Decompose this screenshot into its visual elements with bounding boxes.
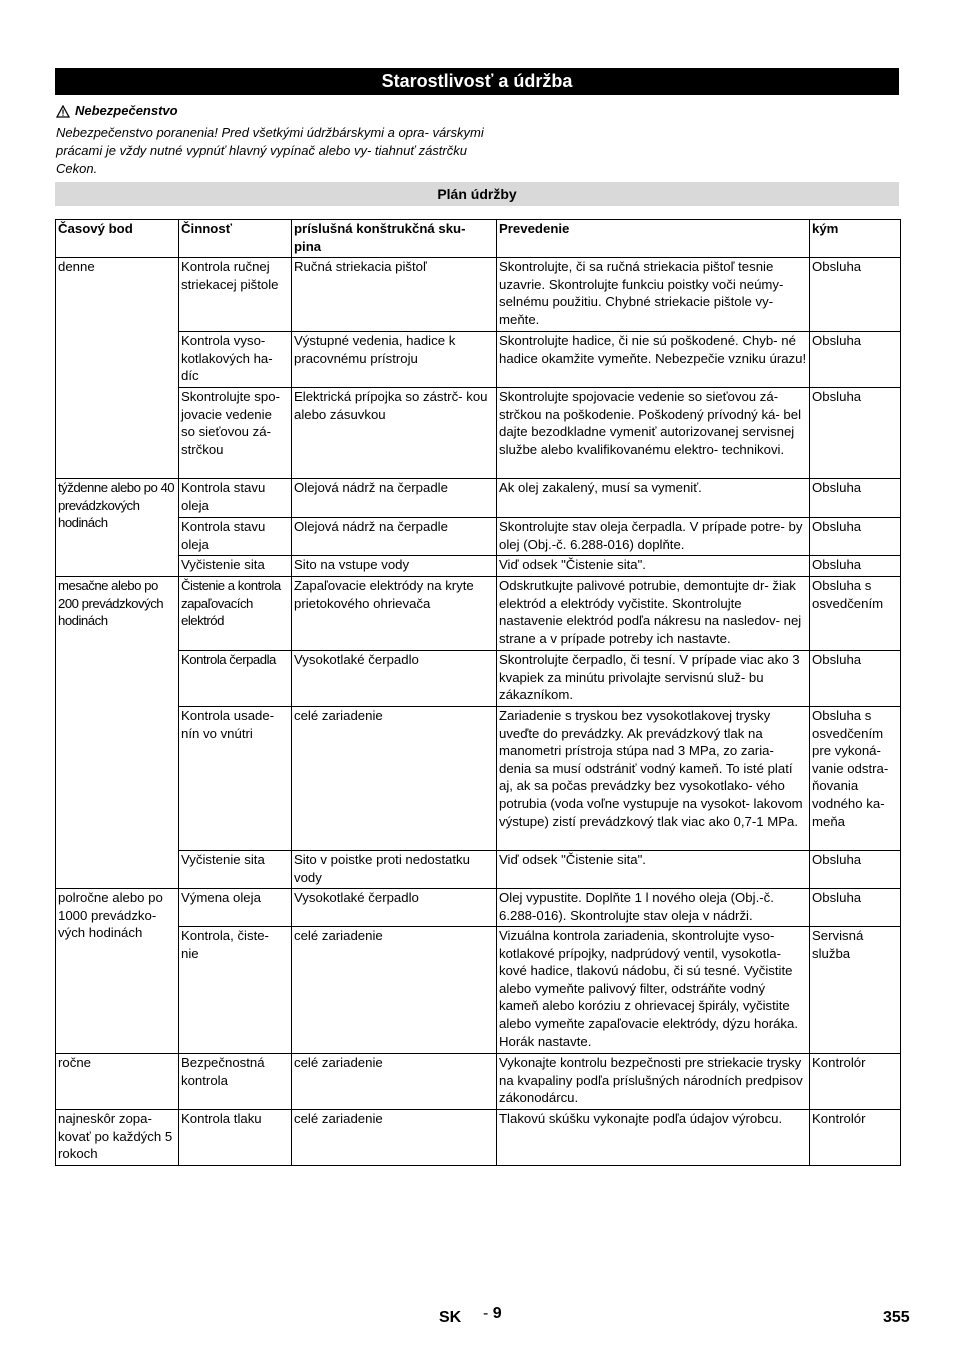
execution-cell: Skontrolujte hadice, či nie sú poškodené. Chyb- né hadice okamžite vymeňte. Nebezpečie vzniku úrazu! <box>497 332 810 388</box>
group-cell: Výstupné vedenia, hadice k pracovnému prístroju <box>292 332 497 388</box>
table-row <box>56 388 901 479</box>
who-cell: Obsluha <box>810 332 901 388</box>
footer-section-page <box>483 1305 502 1323</box>
danger-text: Nebezpečenstvo poranenia! Pred všetkými údržbárskymi a opra- várskymi prácami je vždy nutné vypnúť hlavný vypínač alebo vy- tiahnuť zástrčku Cekon. <box>56 125 484 176</box>
group-cell: Olejová nádrž na čerpadle <box>292 479 497 518</box>
execution-cell: Tlakovú skúšku vykonajte podľa údajov výrobcu. <box>497 1110 810 1166</box>
who-cell: Obsluha <box>810 651 901 707</box>
table-row <box>56 927 901 1054</box>
execution-cell: Olej vypustite. Doplňte 1 l nového oleja (Obj.-č. 6.288-016). Skontrolujte stav oleja v nádrži. <box>497 889 810 927</box>
who-cell: Obsluha <box>810 556 901 577</box>
activity-cell: Vyčistenie sita <box>179 851 292 889</box>
table-row <box>56 479 901 518</box>
page-title: Starostlivosť a údržba <box>55 68 899 95</box>
table-row <box>56 651 901 707</box>
who-cell: Obsluha <box>810 388 901 479</box>
execution-cell: Viď odsek "Čistenie sita". <box>497 851 810 889</box>
who-cell: Obsluha <box>810 889 901 927</box>
table-row <box>56 332 901 388</box>
group-cell: celé zariadenie <box>292 1110 497 1166</box>
group-cell: celé zariadenie <box>292 1054 497 1110</box>
execution-cell: Zariadenie s tryskou bez vysokotlakovej trysky uveďte do prevádzky. Ak prevádzkový tlak na manometri prístroja stúpa nad 3 MPa, zo zaria- denia sa musí odstrániť vodný kameň. To isté platí aj, ak sa počas prevádzky bez vysokotlako- vého potrubia (voda voľne vystupuje na vysokot- lakovom výstupe) zistí prevádzkový tlak viac ako 0,7-1 MPa. <box>497 707 810 851</box>
execution-cell: Skontrolujte, či sa ručná striekacia pištoľ tesnie uzavrie. Skontrolujte funkciu poistky voči neúmy- selnému použitiu. Chybné striekacie pištole vy- meňte. <box>497 258 810 332</box>
activity-cell: Bezpečnostná kontrola <box>179 1054 292 1110</box>
time-cell: najneskôr zopa- kovať po každých 5 rokoch <box>56 1110 179 1166</box>
activity-cell: Vyčistenie sita <box>179 556 292 577</box>
activity-cell: Kontrola stavu oleja <box>179 479 292 518</box>
column-header: kým <box>810 220 901 258</box>
group-cell: Vysokotlaké čerpadlo <box>292 889 497 927</box>
who-cell: Kontrolór <box>810 1110 901 1166</box>
who-cell: Obsluha s osvedčením pre vykoná- vanie odstra- ňovania vodného ka- meňa <box>810 707 901 851</box>
table-row <box>56 707 901 851</box>
group-cell: Sito v poistke proti nedostatku vody <box>292 851 497 889</box>
group-cell: Vysokotlaké čerpadlo <box>292 651 497 707</box>
activity-cell: Kontrola tlaku <box>179 1110 292 1166</box>
execution-cell: Skontrolujte čerpadlo, či tesní. V prípade viac ako 3 kvapiek za minútu privolajte servisnú služ- bu zákazníkom. <box>497 651 810 707</box>
danger-heading: Nebezpečenstvo <box>75 103 178 118</box>
who-cell: Obsluha <box>810 479 901 518</box>
footer-page-prefix: - <box>483 1305 493 1322</box>
column-header: Činnosť <box>179 220 292 258</box>
execution-cell: Viď odsek "Čistenie sita". <box>497 556 810 577</box>
execution-cell: Skontrolujte spojovacie vedenie so sieťovou zá- strčkou na poškodenie. Poškodený prívodný ká- bel dajte bezodkladne vymeniť autorizovanej servisnej službe alebo kvalifikovanému elektro- technikovi. <box>497 388 810 479</box>
table-row <box>56 518 901 556</box>
execution-cell: Ak olej zakalený, musí sa vymeniť. <box>497 479 810 518</box>
activity-cell: Výmena oleja <box>179 889 292 927</box>
table-header-row <box>56 220 901 258</box>
execution-cell: Vykonajte kontrolu bezpečnosti pre striekacie trysky na kvapaliny podľa príslušných národních predpisov zákonodárcu. <box>497 1054 810 1110</box>
footer-page-number: 355 <box>883 1309 910 1326</box>
who-cell: Kontrolór <box>810 1054 901 1110</box>
execution-cell: Skontrolujte stav oleja čerpadla. V prípade potre- by olej (Obj.-č. 6.288-016) doplňte. <box>497 518 810 556</box>
activity-cell: Kontrola vyso- kotlakových ha- díc <box>179 332 292 388</box>
group-cell: Olejová nádrž na čerpadle <box>292 518 497 556</box>
group-cell: Sito na vstupe vody <box>292 556 497 577</box>
table-row <box>56 577 901 651</box>
table-row <box>56 851 901 889</box>
footer-page: 9 <box>492 1305 502 1322</box>
footer-language: SK <box>439 1309 462 1326</box>
table-row <box>56 556 901 577</box>
column-header: príslušná konštrukčná sku- pina <box>292 220 497 258</box>
danger-heading-row <box>56 102 486 120</box>
who-cell: Obsluha s osvedčením <box>810 577 901 651</box>
who-cell: Obsluha <box>810 518 901 556</box>
table-row <box>56 889 901 927</box>
table-row <box>56 258 901 332</box>
time-cell: denne <box>56 258 179 479</box>
who-cell: Obsluha <box>810 851 901 889</box>
activity-cell: Kontrola čerpadla <box>179 651 292 707</box>
group-cell: celé zariadenie <box>292 927 497 1054</box>
group-cell: Ručná striekacia pištoľ <box>292 258 497 332</box>
time-cell: týždenne alebo po 40 prevádzkových hodinách <box>56 479 179 577</box>
time-cell: polročne alebo po 1000 prevádzko- vých hodinách <box>56 889 179 1054</box>
group-cell: Zapaľovacie elektródy na kryte prietokového ohrievača <box>292 577 497 651</box>
section-title: Plán údržby <box>55 182 899 206</box>
activity-cell: Kontrola, čiste- nie <box>179 927 292 1054</box>
time-cell: mesačne alebo po 200 prevádzkových hodinách <box>56 577 179 889</box>
table-row <box>56 1054 901 1110</box>
activity-cell: Skontrolujte spo- jovacie vedenie so sieťovou zá- strčkou <box>179 388 292 479</box>
activity-cell: Kontrola usade- nín vo vnútri <box>179 707 292 851</box>
column-header: Časový bod <box>56 220 179 258</box>
group-cell: celé zariadenie <box>292 707 497 851</box>
maintenance-plan-table <box>55 219 901 1166</box>
who-cell: Obsluha <box>810 258 901 332</box>
who-cell: Servisná služba <box>810 927 901 1054</box>
activity-cell: Kontrola ručnej striekacej pištole <box>179 258 292 332</box>
warning-triangle-icon <box>56 105 70 118</box>
danger-notice <box>56 102 486 178</box>
activity-cell: Čistenie a kontrola zapaľovacích elektród <box>179 577 292 651</box>
execution-cell: Vizuálna kontrola zariadenia, skontrolujte vyso- kotlakové prípojky, nadprúdový ventil, vysokotla- kové hadice, tlakovú nádobu, či sú tesné. Vyčistite alebo vymeňte palivový filter, odstráňte vodný kameň alebo koróziu z ohrievacej špirály, vyčistite alebo vymeňte zapaľovacie elektródy, dýzu horáka. Horák nastavte. <box>497 927 810 1054</box>
table-row <box>56 1110 901 1166</box>
column-header: Prevedenie <box>497 220 810 258</box>
execution-cell: Odskrutkujte palivové potrubie, demontujte dr- žiak elektród a elektródy vyčistite. Skontrolujte nastavenie elektród podľa nákresu na nasledov- nej strane a v prípade potreby ich nastavte. <box>497 577 810 651</box>
group-cell: Elektrická prípojka so zástrč- kou alebo zásuvkou <box>292 388 497 479</box>
time-cell: ročne <box>56 1054 179 1110</box>
activity-cell: Kontrola stavu oleja <box>179 518 292 556</box>
